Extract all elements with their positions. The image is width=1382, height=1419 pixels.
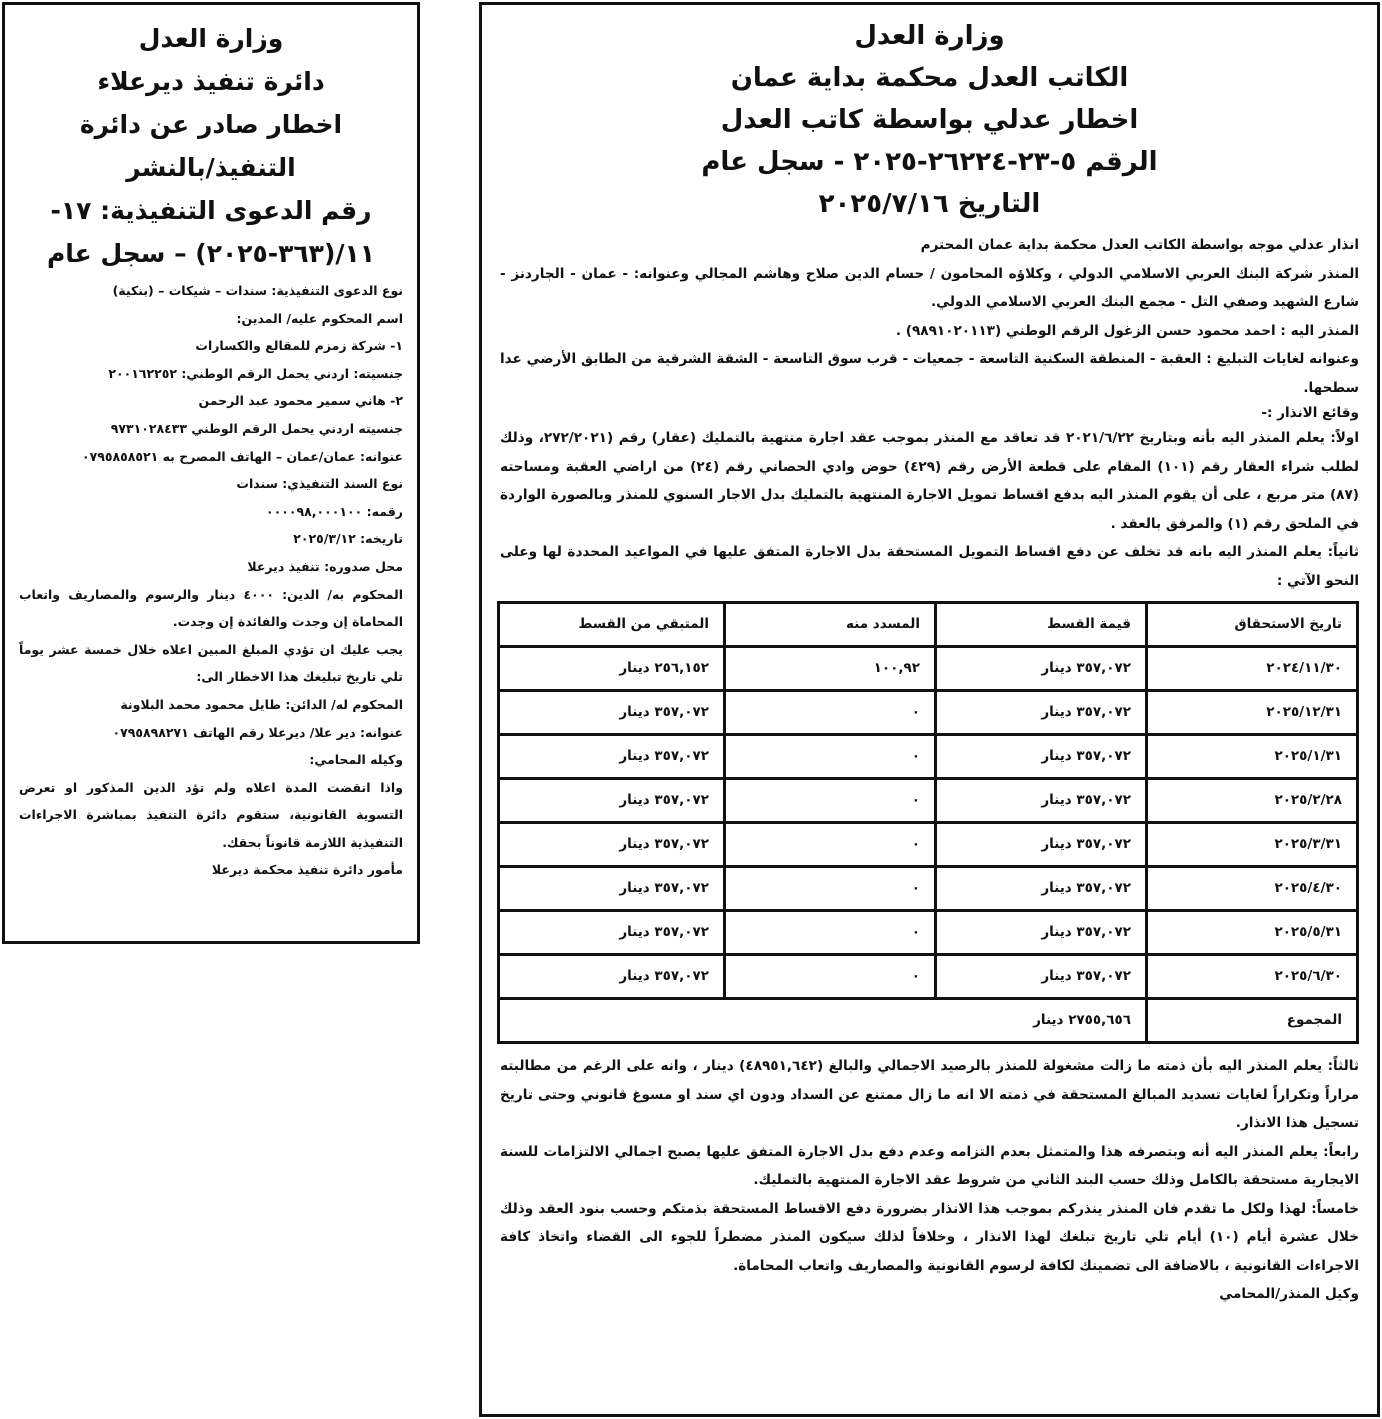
remaining-amount-cell: ٢٥٦,١٥٢ دينار bbox=[499, 647, 725, 691]
case-number: رقم الدعوى التنفيذية: ١٧- bbox=[50, 196, 372, 225]
text-line: رقمه: ٠٠٠٠٩٨,٠٠٠١٠٠ bbox=[265, 503, 403, 519]
text-paragraph: وعنوانه لغايات التبليغ : العقبة - المنطقة السكنية التاسعة - جمعيات - قرب سوق التاسعة - الشقة الشرقية من الطابق الأرضي عدا سطحها. bbox=[500, 351, 1359, 396]
installment-value-cell: ٣٥٧,٠٧٢ دينار bbox=[936, 823, 1147, 867]
due-date-cell: ٢٠٢٥/٣/٣١ bbox=[1147, 823, 1358, 867]
text-line: عنوانه: دير علا/ ديرعلا رقم الهاتف ٠٧٩٥٨٩٨٢٧١ bbox=[112, 724, 403, 740]
remaining-amount-cell: ٣٥٧,٠٧٢ دينار bbox=[499, 867, 725, 911]
notice-title: اخطار صادر عن دائرة bbox=[79, 110, 343, 139]
due-date-cell: ٢٠٢٥/٦/٣٠ bbox=[1147, 955, 1358, 999]
table-row bbox=[499, 647, 1358, 691]
ministry-title: وزارة العدل bbox=[138, 24, 284, 53]
due-date-cell: ٢٠٢٥/٥/٣١ bbox=[1147, 911, 1358, 955]
installment-value-cell: ٣٥٧,٠٧٢ دينار bbox=[936, 691, 1147, 735]
text-paragraph: المنذر اليه : احمد محمود حسن الزغول الرقم الوطني (٩٨٩١٠٢٠١١٣) . bbox=[895, 322, 1359, 339]
text-line: جنسيته: اردني يحمل الرقم الوطني: ٢٠٠١٦٢٢٥٢ bbox=[108, 365, 403, 381]
column-header: المتبقي من القسط bbox=[499, 603, 725, 647]
text-line: المحكوم له/ الدائن: طايل محمود محمد البلاونة bbox=[120, 696, 403, 712]
text-line: نوع الدعوى التنفيذية: سندات – شيكات – (بنكية) bbox=[112, 283, 403, 298]
remaining-amount-cell: ٣٥٧,٠٧٢ دينار bbox=[499, 691, 725, 735]
paid-amount-cell: ٠ bbox=[725, 779, 936, 823]
table-header-row bbox=[499, 603, 1358, 647]
text-line: اسم المحكوم عليه/ المدين: bbox=[236, 310, 403, 326]
table-row bbox=[499, 955, 1358, 999]
table-row bbox=[499, 823, 1358, 867]
remaining-amount-cell: ٣٥٧,٠٧٢ دينار bbox=[499, 911, 725, 955]
remaining-amount-cell: ٣٥٧,٠٧٢ دينار bbox=[499, 735, 725, 779]
notary-title: الكاتب العدل محكمة بداية عمان bbox=[730, 63, 1129, 93]
text-line: يجب عليك ان تؤدي المبلغ المبين اعلاه خلال خمسة عشر يوماً تلي تاريخ تبليغك هذا الاخطار الى: bbox=[19, 641, 403, 685]
left-notice-body bbox=[19, 277, 403, 884]
text-line: وكيله المحامي: bbox=[309, 752, 403, 768]
text-paragraph: ثالثاً: يعلم المنذر اليه بأن ذمته ما زالت مشغولة للمنذر بالرصيد الاجمالي والبالغ (٤٨٩٥١,٦٤٢) دينار ، وانه على الرغم من مطالبته مراراً وتكراراً لغايات تسديد المبالغ المستحقة في ذمته الا انه ما زال ممتنع عن السداد ودون اي سند او مسوغ قانوني وحتى تاريخ تسجيل هذا الانذار. bbox=[500, 1058, 1359, 1131]
column-header: قيمة القسط bbox=[936, 603, 1147, 647]
paid-amount-cell: ١٠٠,٩٢ bbox=[725, 647, 936, 691]
left-notice-box bbox=[2, 2, 420, 944]
installment-value-cell: ٣٥٧,٠٧٢ دينار bbox=[936, 647, 1147, 691]
right-notice-header bbox=[500, 15, 1359, 225]
notice-title-cont: التنفيذ/بالنشر bbox=[126, 153, 296, 182]
paid-amount-cell: ٠ bbox=[725, 691, 936, 735]
table-row bbox=[499, 735, 1358, 779]
paid-amount-cell: ٠ bbox=[725, 823, 936, 867]
column-header: تاريخ الاستحقاق bbox=[1147, 603, 1358, 647]
right-notice-box bbox=[479, 2, 1380, 1417]
text-line: عنوانه: عمان/عمان – الهاتف المصرح به ٠٧٩٥٨٥٨٥٢١ bbox=[81, 448, 403, 464]
table-row bbox=[499, 779, 1358, 823]
ministry-title: وزارة العدل bbox=[854, 21, 1005, 51]
text-paragraph: اولاً: يعلم المنذر اليه بأنه وبتاريخ ٢٠٢١/٦/٢٢ قد تعاقد مع المنذر بموجب عقد اجارة منتهية بالتمليك (عقار) رقم (٢٧٢/٢٠٢١، وذلك لطلب شراء العقار رقم (١٠١) المقام على قطعة الأرض رقم (٤٢٩) حوض وادي الحصاني رقم (٢٤) من اراضي العقبة ومساحته (٨٧) متر مربع ، على أن يقوم المنذر اليه بدفع اقساط تمويل الاجارة المنتهية بالتمليك بدل الاجار السنوي للمنذر وبالصورة الواردة في الملحق رقم (١) والمرفق بالعقد . bbox=[500, 430, 1360, 532]
paid-amount-cell: ٠ bbox=[725, 955, 936, 999]
due-date-cell: ٢٠٢٥/٤/٣٠ bbox=[1147, 867, 1358, 911]
column-header: المسدد منه bbox=[725, 603, 936, 647]
paid-amount-cell: ٠ bbox=[725, 911, 936, 955]
installment-value-cell: ٣٥٧,٠٧٢ دينار bbox=[936, 779, 1147, 823]
installments-table bbox=[497, 601, 1359, 1044]
notice-date: التاريخ ٢٠٢٥/٧/١٦ bbox=[818, 189, 1041, 219]
text-line: المحكوم به/ الدين: ٤٠٠٠ دينار والرسوم والمصاريف واتعاب المحاماة إن وجدت والفائدة إن وجدت. bbox=[19, 586, 404, 630]
table-row bbox=[499, 691, 1358, 735]
right-notice-body bbox=[500, 231, 1359, 1309]
case-number-cont: ١١/(٣٦٣-٢٠٢٥) – سجل عام bbox=[46, 239, 376, 268]
signature-line: وكيل المنذر/المحامي bbox=[1219, 1286, 1359, 1302]
remaining-amount-cell: ٣٥٧,٠٧٢ دينار bbox=[499, 955, 725, 999]
text-line: نوع السند التنفيذي: سندات bbox=[236, 476, 403, 492]
text-line: واذا انقضت المدة اعلاه ولم تؤد الدين المذكور او تعرض التسوية القانونية، ستقوم دائرة التنفيذ بمباشرة الاجراءات التنفيذية اللازمة قانوناً بحقك. bbox=[19, 779, 403, 850]
paid-amount-cell: ٠ bbox=[725, 867, 936, 911]
text-paragraph: ثانياً: يعلم المنذر اليه بانه قد تخلف عن دفع اقساط التمويل المستحقة بدل الاجارة المتفق عليها في المواعيد المحددة لها وعلى النحو الآتي : bbox=[500, 544, 1359, 589]
installment-value-cell: ٣٥٧,٠٧٢ دينار bbox=[936, 867, 1147, 911]
table-row bbox=[499, 911, 1358, 955]
remaining-amount-cell: ٣٥٧,٠٧٢ دينار bbox=[499, 823, 725, 867]
installment-value-cell: ٣٥٧,٠٧٢ دينار bbox=[936, 735, 1147, 779]
text-line: ٢- هاني سمير محمود عبد الرحمن bbox=[198, 393, 403, 409]
due-date-cell: ٢٠٢٥/٢/٢٨ bbox=[1147, 779, 1358, 823]
text-line: جنسيته اردني يحمل الرقم الوطني ٩٧٣١٠٢٨٤٣٣ bbox=[110, 420, 403, 436]
text-paragraph: وقائع الانذار :- bbox=[1261, 405, 1359, 421]
notice-title: اخطار عدلي بواسطة كاتب العدل bbox=[720, 105, 1139, 135]
text-line: تاريخه: ٢٠٢٥/٣/١٢ bbox=[293, 531, 403, 547]
remaining-amount-cell: ٣٥٧,٠٧٢ دينار bbox=[499, 779, 725, 823]
text-paragraph: خامساً: لهذا ولكل ما تقدم فان المنذر ينذركم بموجب هذا الانذار بضرورة دفع الاقساط المستحقة بذمتكم وحسب بنود العقد وذلك خلال عشرة أيام (١٠) أيام تلي تاريخ تبلغك لهذا الانذار ، وخلافاً لذلك سيكون المنذر مضطراً للجوء الى القضاء واتخاذ كافة الاجراءات القانونية ، بالاضافة الى تضمينك لكافة لرسوم القانونية والمصاريف واتعاب المحاماة. bbox=[500, 1200, 1360, 1274]
text-paragraph: انذار عدلي موجه بواسطة الكاتب العدل محكمة بداية عمان المحترم bbox=[920, 237, 1359, 253]
paid-amount-cell: ٠ bbox=[725, 735, 936, 779]
table-row bbox=[499, 867, 1358, 911]
text-paragraph: المنذر شركة البنك العربي الاسلامي الدولي ، وكلاؤه المحامون / حسام الدين صلاح وهاشم المجالي وعنوانه: - عمان - الجاردنز - شارع الشهيد وصفي التل - مجمع البنك العربي الاسلامي الدولي. bbox=[500, 265, 1359, 310]
left-notice-header bbox=[19, 17, 403, 275]
installment-value-cell: ٣٥٧,٠٧٢ دينار bbox=[936, 955, 1147, 999]
total-label: المجموع bbox=[1147, 999, 1358, 1043]
department-title: دائرة تنفيذ ديرعلاء bbox=[97, 67, 325, 96]
text-line: ١- شركة زمزم للمقالع والكسارات bbox=[195, 338, 403, 354]
text-line: محل صدوره: تنفيذ ديرعلا bbox=[247, 558, 403, 574]
due-date-cell: ٢٠٢٤/١١/٣٠ bbox=[1147, 647, 1358, 691]
table-total-row bbox=[499, 999, 1358, 1043]
text-paragraph: رابعاً: يعلم المنذر اليه أنه وبتصرفه هذا والمتمثل بعدم التزامه وعدم دفع بدل الاجارة المتفق عليها يصبح اجمالي الالتزامات للسنة الايجارية مستحقة بالكامل وذلك حسب البند الثاني من شروط عقد الاجارة المنتهية بالتمليك. bbox=[500, 1143, 1359, 1188]
signature-line: مأمور دائرة تنفيذ محكمة ديرعلا bbox=[211, 862, 403, 878]
installment-value-cell: ٣٥٧,٠٧٢ دينار bbox=[936, 911, 1147, 955]
total-value: ٢٧٥٥,٦٥٦ دينار bbox=[499, 999, 1147, 1043]
notice-number: الرقم ٥-٢٣-٢٦٢٢٤-٢٠٢٥ - سجل عام bbox=[701, 147, 1158, 177]
due-date-cell: ٢٠٢٥/١/٣١ bbox=[1147, 735, 1358, 779]
due-date-cell: ٢٠٢٥/١٢/٣١ bbox=[1147, 691, 1358, 735]
